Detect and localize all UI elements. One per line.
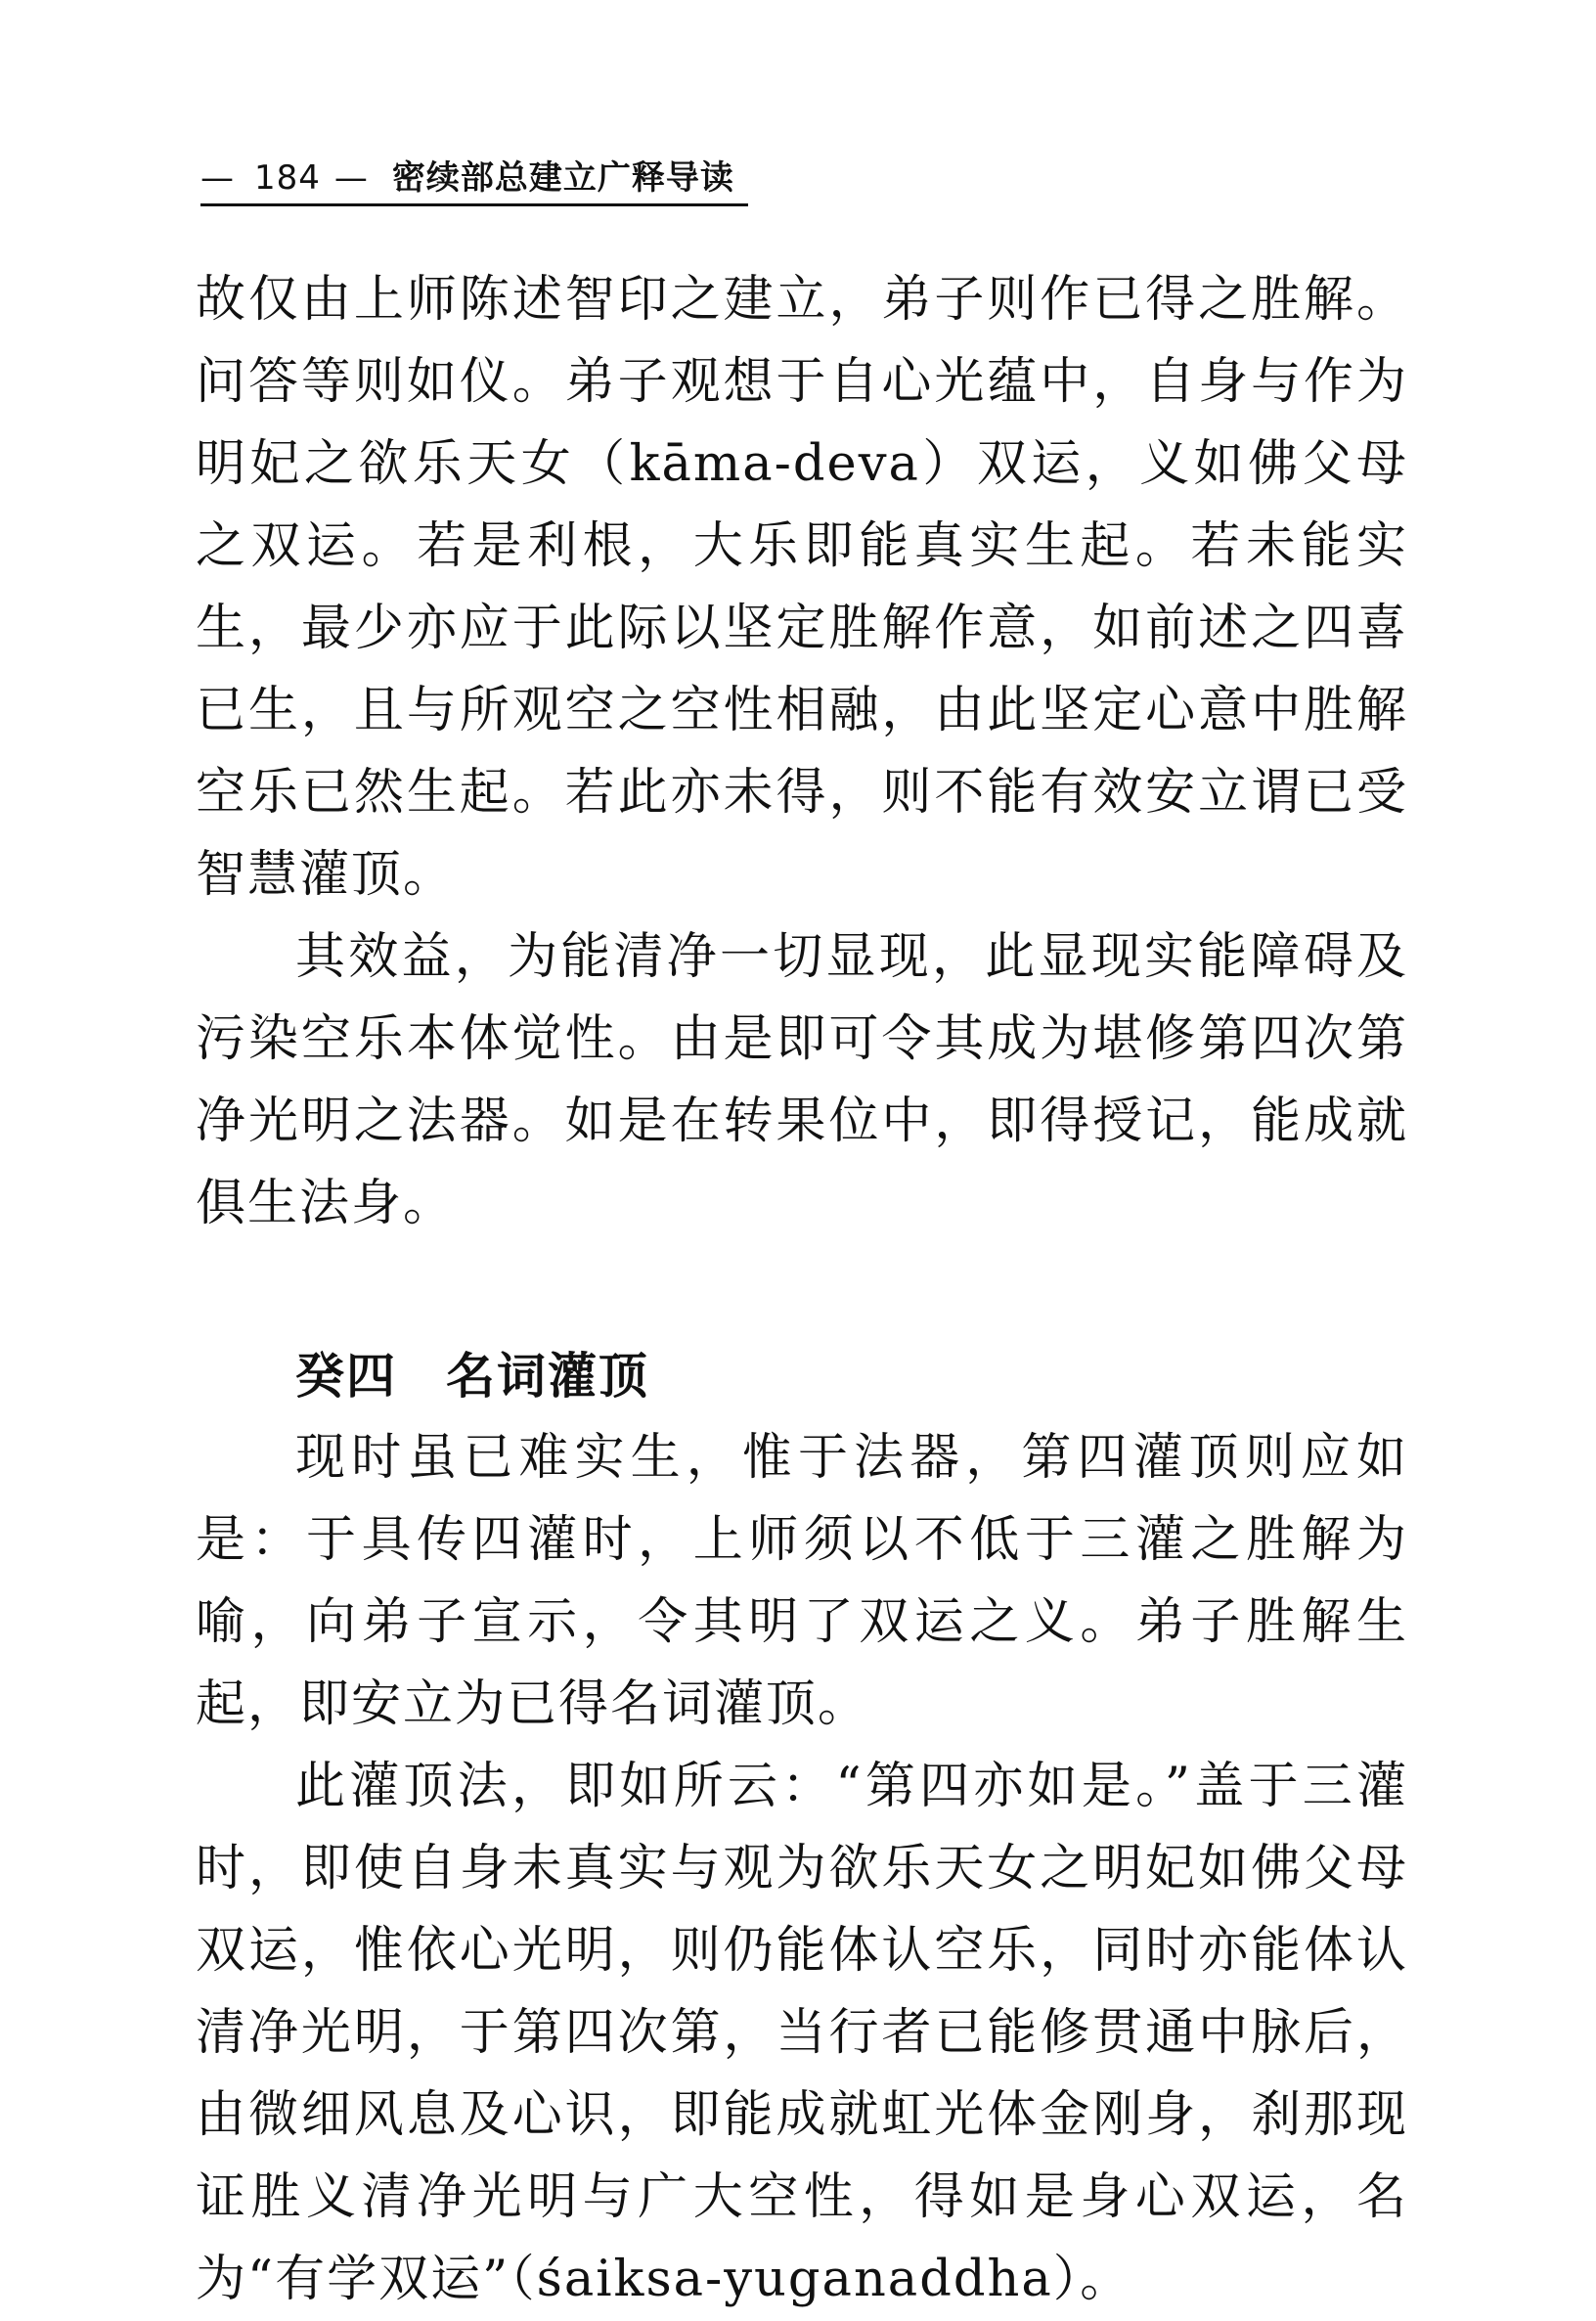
paragraph-wisdom-empowerment: 故仅由上师陈述智印之建立，弟子则作已得之胜解。问答等则如仪。弟子观想于自心光蕴中，自身与作为明妃之欲乐天女（kāma-deva）双运，义如佛父母之双运。若是利根，大乐即能真实生起。若未能实生，最少亦应于此际以坚定胜解作意，如前述之四喜已生，且与所观空之空性相融，由此坚定心意中胜解空乐已然生起。若此亦未得，则不能有效安立谓已受智慧灌顶。 xyxy=(196,271,1408,904)
header-dash-right: — xyxy=(333,158,369,198)
paragraph-benefit: 其效益，为能清净一切显现，此显现实能障碍及污染空乐本体觉性。由是即可令其成为堪修第四次第净光明之法器。如是在转果位中，即得授记，能成就俱生法身。 xyxy=(196,928,1408,1232)
section-spacer xyxy=(196,1245,1408,1335)
section-heading xyxy=(196,1335,1408,1417)
running-header xyxy=(200,156,748,205)
section-title: 名词灌顶 xyxy=(446,1348,649,1405)
section-number: 癸四 xyxy=(295,1348,397,1405)
book-title: 密续部总建立广释导读 xyxy=(391,158,734,198)
page-number: 184 xyxy=(254,158,321,198)
paragraph-union: 此灌顶法，即如所云：“第四亦如是。”盖于三灌时，即使自身未真实与观为欲乐天女之明妃如佛父母双运，惟依心光明，则仍能体认空乐，同时亦能体认清净光明，于第四次第，当行者已能修贯通中脉后，由微细风息及心识，即能成就虹光体金刚身，刹那现证胜义清净光明与广大空性，得如是身心双运，名为“有学双运”（śaiksa-yuganaddha）。 xyxy=(196,1758,1408,2308)
paragraph-word-empowerment: 现时虽已难实生，惟于法器，第四灌顶则应如是：于具传四灌时，上师须以不低于三灌之胜解为喻，向弟子宣示，令其明了双运之义。弟子胜解生起，即安立为已得名词灌顶。 xyxy=(196,1429,1408,1733)
header-dash-left: — xyxy=(200,158,235,198)
header-rule xyxy=(200,203,748,206)
body-text xyxy=(196,259,1408,2321)
